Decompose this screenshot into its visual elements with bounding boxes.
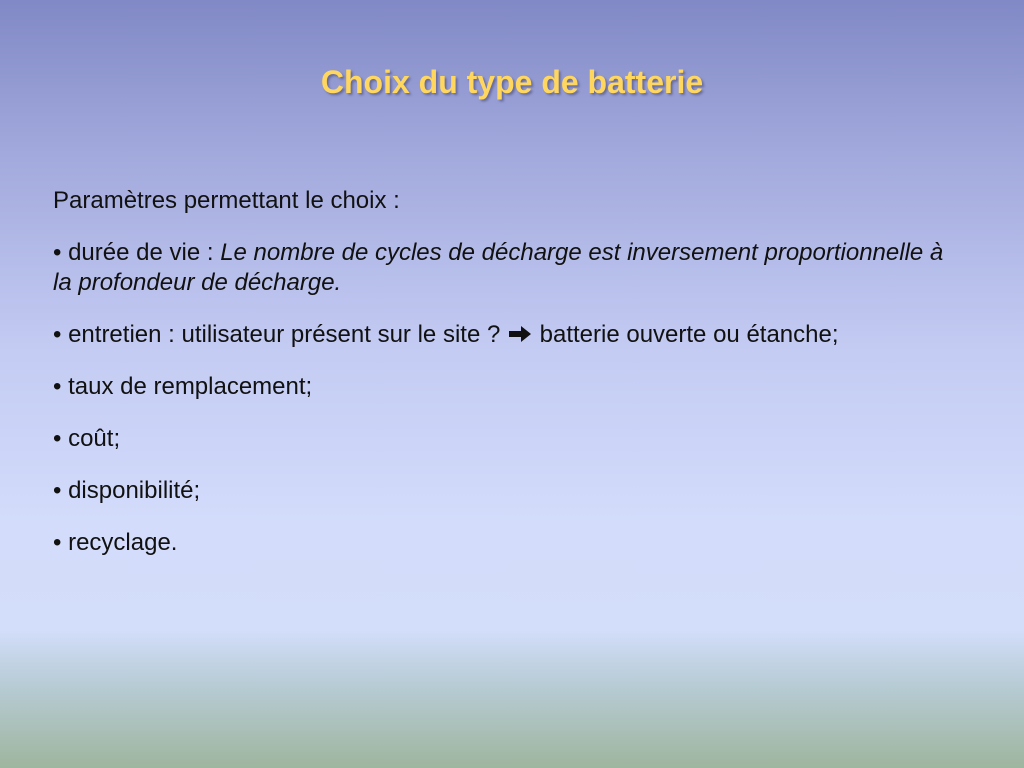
bullet-item-maintenance — [53, 320, 953, 350]
bullet-label: durée de vie : — [68, 239, 221, 266]
bullet-detail: batterie ouverte ou étanche; — [532, 321, 839, 348]
bullet-detail: Le nombre de cycles de décharge est inversement proportionnelle à la profondeur de décharge. — [53, 239, 944, 296]
bullet-label: coût; — [68, 425, 121, 452]
bullet-label: recyclage. — [68, 529, 178, 556]
slide-title: Choix du type de batterie — [320, 64, 704, 100]
bullet-mark: • — [53, 239, 62, 266]
bullet-label: taux de remplacement; — [68, 373, 313, 400]
bullet-mark: • — [53, 373, 62, 400]
bullet-item-recycling — [53, 528, 953, 558]
bullet-item-replacement — [53, 372, 953, 402]
bullet-item-availability — [53, 476, 953, 506]
bullet-item-lifetime — [53, 238, 953, 298]
right-arrow-icon — [507, 324, 533, 344]
intro-text: Paramètres permettant le choix : — [53, 187, 400, 214]
bullet-mark: • — [53, 425, 62, 452]
bullet-mark: • — [53, 529, 62, 556]
bullet-mark: • — [53, 321, 62, 348]
bullet-mark: • — [53, 477, 62, 504]
bullet-item-cost — [53, 424, 953, 454]
bullet-label: disponibilité; — [68, 477, 201, 504]
slide-body — [53, 186, 953, 580]
bullet-label: entretien : utilisateur présent sur le site ? — [68, 321, 507, 348]
